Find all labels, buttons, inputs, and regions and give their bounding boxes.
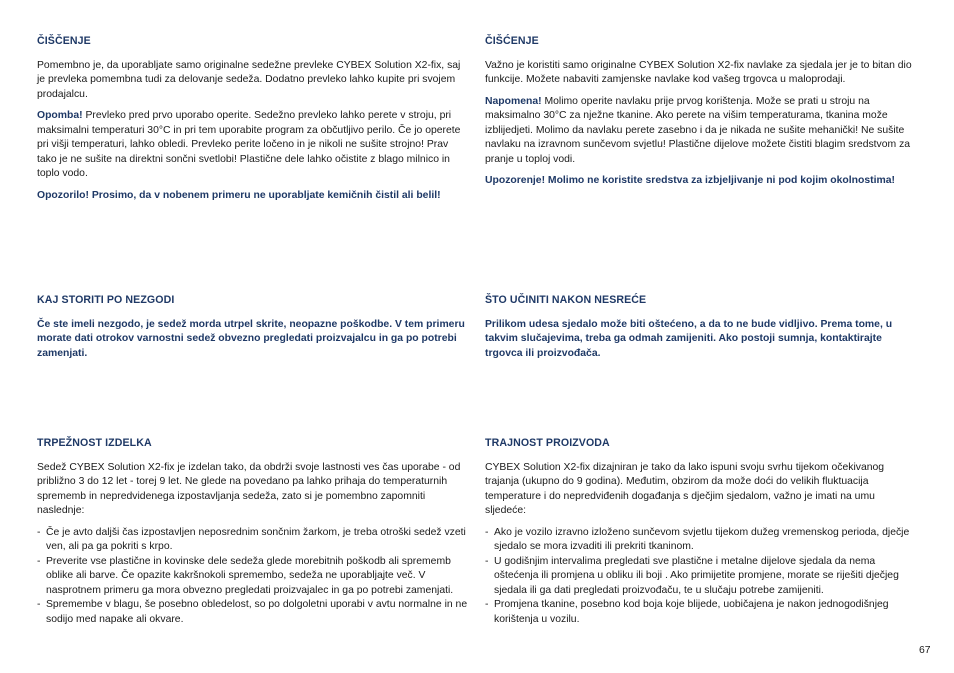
accident-section-sl (37, 293, 469, 368)
cleaning-para-sl: Pomembno je, da uporabljate samo originalne sedežne prevleke CYBEX Solution X2-fix, saj je prevleka pomembna tudi za delovanje sedeža. Dodatno prevleko lahko kupite pri svojem prodajalcu. (37, 59, 461, 100)
accident-section-hr (485, 293, 917, 368)
cleaning-warning-hr: Upozorenje! Molimo ne koristite sredstva za izbjeljivanje ni pod kojim okolnostima! (485, 175, 895, 186)
list-item: - Preverite vse plastične in kovinske dele sedeža glede morebitnih poškodb ali sprememb oblike ali barve. Če opazite kakršnokoli spremembo, sedeža ne uporabljajte več. V nasprotnem primeru ga mora obvezno pregledati proizvajalec in ga po potrebi zamenjati. (37, 555, 469, 599)
page-number: 67 (919, 645, 931, 656)
cleaning-heading-hr: ČIŠĆENJE (485, 35, 539, 47)
list-item: - Če je avto daljši čas izpostavljen neposrednim sončnim žarkom, je treba otroški sedež vzeti ven, ali pa ga pokriti s krpo. (37, 526, 469, 555)
accident-text-sl: Če ste imeli nezgodo, je sedež morda utrpel skrite, neopazne poškodbe. V tem primeru morate dati otrokov varnostni sedež obvezno pregledati proizvajalcu in ga po potrebi zamenjati. (37, 318, 465, 359)
cleaning-note-sl (37, 109, 469, 182)
durability-heading-hr: TRAJNOST PROIZVODA (485, 437, 610, 449)
cleaning-section-sl (37, 34, 469, 210)
durability-intro-sl: Sedež CYBEX Solution X2-fix je izdelan tako, da obdrži svoje lastnosti ves čas uporabe - od približno 3 do 12 let - torej 9 let. Ne glede na povedano pa lahko prihaja do temperaturnih sprememb in nepredvidenega izpostavljanja sedeža, zato si je pomembno zapomniti naslednje: (37, 461, 461, 516)
cleaning-heading-sl: ČIŠČENJE (37, 35, 91, 47)
list-item: - Ako je vozilo izravno izloženo sunčevom svjetlu tijekom dužeg vremenskog perioda, dječje sjedalo se mora izvaditi ili prekriti tkaninom. (485, 526, 917, 555)
durability-section-hr (485, 436, 917, 627)
note-label-hr: Napomena! (485, 95, 542, 107)
durability-list-sl (37, 526, 469, 628)
cleaning-section-hr (485, 34, 917, 196)
cleaning-note-hr (485, 95, 917, 168)
list-item: - U godišnjim intervalima pregledati sve plastične i metalne dijelove sjedala da nema oštećenja ili promjena u obliku ili boji . Ako primijetite promjene, morate se riješiti dječjeg sjedala ili ga dati pregledati proizvođaču, te u slučaju potrebe zamijeniti. (485, 555, 917, 599)
accident-heading-sl: KAJ STORITI PO NEZGODI (37, 294, 175, 306)
note-text-sl: Prevleko pred prvo uporabo operite. Sedežno prevleko lahko perete v stroju, pri maksimalni temperaturi 30°C in pri tem uporabite program za občutljivo perilo. Če jo operete pri višji temperaturi, lahko obledi. Prevleko perite ločeno in je nikoli ne sušite strojno! Prav tako je ne sušite na direktni sončni svetlobi! Plastične dele lahko očistite z blago milnico in toplo vodo. (37, 110, 461, 179)
durability-intro-hr: CYBEX Solution X2-fix dizajniran je tako da lako ispuni svoju svrhu tijekom očekivanog trajanja (ukupno do 9 godina). Međutim, obzirom da može doći do velikih fluktuacija temperature i do nepredviđenih događanja s dječjim sjedalom, važno je imati na umu sljedeće: (485, 461, 885, 516)
cleaning-para-hr: Važno je koristiti samo originalne CYBEX Solution X2-fix navlake za sjedala jer je to bitan dio funkcije. Možete nabaviti zamjenske navlake kod vašeg trgovca u maloprodaji. (485, 59, 912, 85)
note-label-sl: Opomba! (37, 110, 83, 121)
accident-text-hr: Prilikom udesa sjedalo može biti oštećeno, a da to ne bude vidljivo. Prema tome, u takvim slučajevima, treba ga odmah zamijeniti. Ako postoji sumnja, kontaktirajte trgovca ili proizvođača. (485, 318, 893, 359)
note-text-hr: Molimo operite navlaku prije prvog korištenja. Može se prati u stroju na maksimalno 30°C za nježne tkanine. Ako perete na višim temperaturama, tkanina može izblijedjeti. Molimo da navlaku perete zasebno i da je nikada ne sušite mehanički! Ne sušite navlaku na izravnom sunčevom svjetlu! Plastične dijelove možete čistiti blagim sredstvom za pranje u toploj vodi. (485, 95, 911, 165)
durability-list-hr (485, 526, 917, 628)
cleaning-warning-sl: Opozorilo! Prosimo, da v nobenem primeru ne uporabljate kemičnih čistil ali belil! (37, 189, 441, 201)
durability-heading-sl: TRPEŽNOST IZDELKA (37, 437, 152, 449)
list-item: - Promjena tkanine, posebno kod boja koje blijede, uobičajena je nakon jednogodišnjeg korištenja u vozilu. (485, 598, 917, 627)
accident-heading-hr: ŠTO UČINITI NAKON NESREĆE (485, 294, 647, 306)
durability-section-sl (37, 436, 469, 627)
list-item: - Spremembe v blagu, še posebno obledelost, so po dolgoletni uporabi v avtu normalne in ne sodijo med napake ali okvare. (37, 598, 469, 627)
